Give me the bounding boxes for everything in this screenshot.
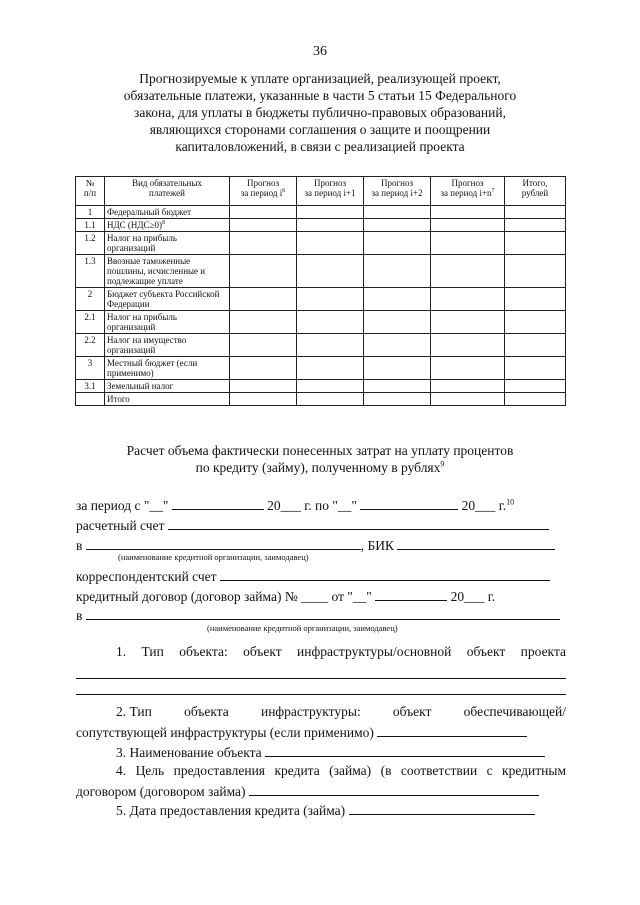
- table-row: [76, 288, 566, 311]
- forecast-cell[interactable]: [505, 334, 566, 357]
- item1-fill-line[interactable]: [76, 678, 566, 679]
- title-line: Расчет объема фактически понесенных затрат на уплату процентов: [126, 443, 514, 458]
- title-line: обязательные платежи, указанные в части 5 статьи 15 Федерального: [123, 88, 517, 103]
- forecast-cell[interactable]: [431, 255, 505, 288]
- forecast-cell[interactable]: [364, 393, 431, 406]
- period-end-field[interactable]: [360, 496, 458, 510]
- table-row: [76, 334, 566, 357]
- table-row: [76, 232, 566, 255]
- forecast-cell[interactable]: [297, 357, 364, 380]
- forecast-cell[interactable]: [364, 311, 431, 334]
- forecast-cell[interactable]: [431, 357, 505, 380]
- row-number: 1.3: [76, 255, 105, 288]
- loan-agreement-line: кредитный договор (договор займа) № ____ от "__" 20___ г.: [76, 589, 496, 604]
- forecast-cell[interactable]: [505, 311, 566, 334]
- forecast-cell[interactable]: [230, 380, 297, 393]
- title-line: закона, для уплаты в бюджеты публично-правовых образований,: [134, 105, 506, 120]
- header-forecast-i: Прогноз за период $i^6$: [230, 177, 297, 206]
- corr-account-field[interactable]: [220, 567, 550, 581]
- bank-field[interactable]: [86, 536, 361, 550]
- table-row: [76, 219, 566, 232]
- forecast-cell[interactable]: [297, 206, 364, 219]
- forecast-cell[interactable]: [431, 232, 505, 255]
- row-number: 2.2: [76, 334, 105, 357]
- forecast-cell[interactable]: [431, 334, 505, 357]
- forecast-cell[interactable]: [431, 288, 505, 311]
- page-number: 36: [313, 44, 327, 59]
- forecast-cell[interactable]: [431, 206, 505, 219]
- forecast-cell[interactable]: [431, 380, 505, 393]
- bank-caption: (наименование кредитной организации, заимодавец): [118, 552, 309, 562]
- item2-field[interactable]: [377, 723, 527, 737]
- account-line: расчетный счет: [76, 516, 566, 534]
- section-title-interest: [60, 442, 580, 476]
- row-payment-type: Налог на прибыль организаций: [105, 311, 230, 334]
- title-line: капиталовложений, в связи с реализацией проекта: [175, 139, 465, 154]
- item1-fill-line-2[interactable]: [76, 694, 566, 695]
- title-line: по кредиту (займу), полученному в рублях$^9$: [195, 459, 445, 475]
- forecast-cell[interactable]: [364, 206, 431, 219]
- forecast-cell[interactable]: [431, 311, 505, 334]
- item1-line: 1. Тип объекта: объект инфраструктуры/основной объект проекта: [116, 644, 566, 659]
- header-type: Вид обязательных платежей: [105, 177, 230, 206]
- forecast-cell[interactable]: [364, 288, 431, 311]
- header-forecast-in: Прогноз за период $i+n^7$: [431, 177, 505, 206]
- row-payment-type: Бюджет субъекта Российской Федерации: [105, 288, 230, 311]
- forecast-cell[interactable]: [297, 288, 364, 311]
- row-payment-type: Земельный налог: [105, 380, 230, 393]
- forecast-cell[interactable]: [297, 232, 364, 255]
- forecast-cell[interactable]: [230, 334, 297, 357]
- header-num: № п/п: [76, 177, 105, 206]
- forecast-cell[interactable]: [505, 219, 566, 232]
- row-payment-type: Федеральный бюджет: [105, 206, 230, 219]
- lender-field[interactable]: [86, 606, 560, 620]
- lender-caption: (наименование кредитной организации, заимодавец): [207, 623, 398, 633]
- period-start-field[interactable]: [172, 496, 264, 510]
- forecast-cell[interactable]: [505, 380, 566, 393]
- section-title-payments: [70, 70, 570, 155]
- account-field[interactable]: [168, 516, 549, 530]
- forecast-cell[interactable]: [505, 206, 566, 219]
- item2-line-2: сопутствующей инфраструктуры (если применимо): [76, 723, 566, 741]
- item3-field[interactable]: [265, 743, 545, 757]
- item3-line: 3. Наименование объекта: [76, 743, 566, 761]
- forecast-cell[interactable]: [505, 393, 566, 406]
- item4-field[interactable]: [249, 782, 539, 796]
- header-forecast-i1: Прогноз за период i+1: [297, 177, 364, 206]
- payments-table: [75, 176, 566, 406]
- forecast-cell[interactable]: [505, 357, 566, 380]
- title-line: являющихся сторонами соглашения о защите и поощрении: [149, 122, 491, 137]
- row-number: 2: [76, 288, 105, 311]
- forecast-cell[interactable]: [230, 288, 297, 311]
- table-row: [76, 380, 566, 393]
- corr-account-line: корреспондентский счет: [76, 567, 566, 585]
- row-number: 1.2: [76, 232, 105, 255]
- row-payment-type: Налог на прибыль организаций: [105, 232, 230, 255]
- forecast-cell[interactable]: [505, 288, 566, 311]
- row-payment-type: НДС (НДС≥0)$^8$: [105, 219, 230, 232]
- row-payment-type: Итого: [105, 393, 230, 406]
- row-number: 1.1: [76, 219, 105, 232]
- forecast-cell[interactable]: [230, 393, 297, 406]
- forecast-cell[interactable]: [230, 255, 297, 288]
- lender-line: в: [76, 606, 566, 624]
- forecast-cell[interactable]: [230, 219, 297, 232]
- forecast-cell[interactable]: [364, 255, 431, 288]
- title-line: Прогнозируемые к уплате организацией, реализующей проект,: [139, 71, 501, 86]
- row-payment-type: Налог на имущество организаций: [105, 334, 230, 357]
- row-number: 3: [76, 357, 105, 380]
- row-payment-type: Местный бюджет (если применимо): [105, 357, 230, 380]
- forecast-cell[interactable]: [364, 232, 431, 255]
- table-row: [76, 206, 566, 219]
- forecast-cell[interactable]: [364, 380, 431, 393]
- forecast-cell[interactable]: [230, 206, 297, 219]
- item2-line: 2. Тип объекта инфраструктуры: объект обеспечивающей/: [116, 704, 566, 719]
- forecast-cell[interactable]: [364, 219, 431, 232]
- forecast-cell[interactable]: [505, 255, 566, 288]
- row-number: 3.1: [76, 380, 105, 393]
- forecast-cell[interactable]: [230, 232, 297, 255]
- forecast-cell[interactable]: [364, 334, 431, 357]
- table-row: [76, 357, 566, 380]
- row-number: 1: [76, 206, 105, 219]
- row-payment-type: Ввозные таможенные пошлины, исчисленные и подлежащие уплате: [105, 255, 230, 288]
- item4-line-2: договором (договором займа): [76, 782, 566, 800]
- period-line: за период с "__" 20___ г. по "__" 20___ г.$^{10}$: [76, 497, 515, 513]
- row-number: 2.1: [76, 311, 105, 334]
- bik-field[interactable]: [397, 536, 555, 550]
- forecast-cell[interactable]: [297, 393, 364, 406]
- forecast-cell[interactable]: [230, 311, 297, 334]
- item5-field[interactable]: [349, 801, 535, 815]
- item5-line: 5. Дата предоставления кредита (займа): [76, 801, 566, 819]
- header-total: Итого, рублей: [505, 177, 566, 206]
- forecast-cell[interactable]: [505, 232, 566, 255]
- forecast-cell[interactable]: [364, 357, 431, 380]
- forecast-cell[interactable]: [431, 219, 505, 232]
- forecast-cell[interactable]: [297, 380, 364, 393]
- forecast-cell[interactable]: [297, 255, 364, 288]
- forecast-cell[interactable]: [230, 357, 297, 380]
- header-forecast-i2: Прогноз за период i+2: [364, 177, 431, 206]
- item4-line: 4. Цель предоставления кредита (займа) (в соответствии с кредитным: [116, 763, 566, 778]
- forecast-cell[interactable]: [297, 311, 364, 334]
- table-header-row: [76, 177, 566, 206]
- forecast-cell[interactable]: [297, 334, 364, 357]
- forecast-cell[interactable]: [431, 393, 505, 406]
- table-row: [76, 255, 566, 288]
- table-row: [76, 311, 566, 334]
- loan-date-field[interactable]: [375, 587, 447, 601]
- bank-line: в , БИК: [76, 536, 566, 554]
- row-number: [76, 393, 105, 406]
- table-row: [76, 393, 566, 406]
- forecast-cell[interactable]: [297, 219, 364, 232]
